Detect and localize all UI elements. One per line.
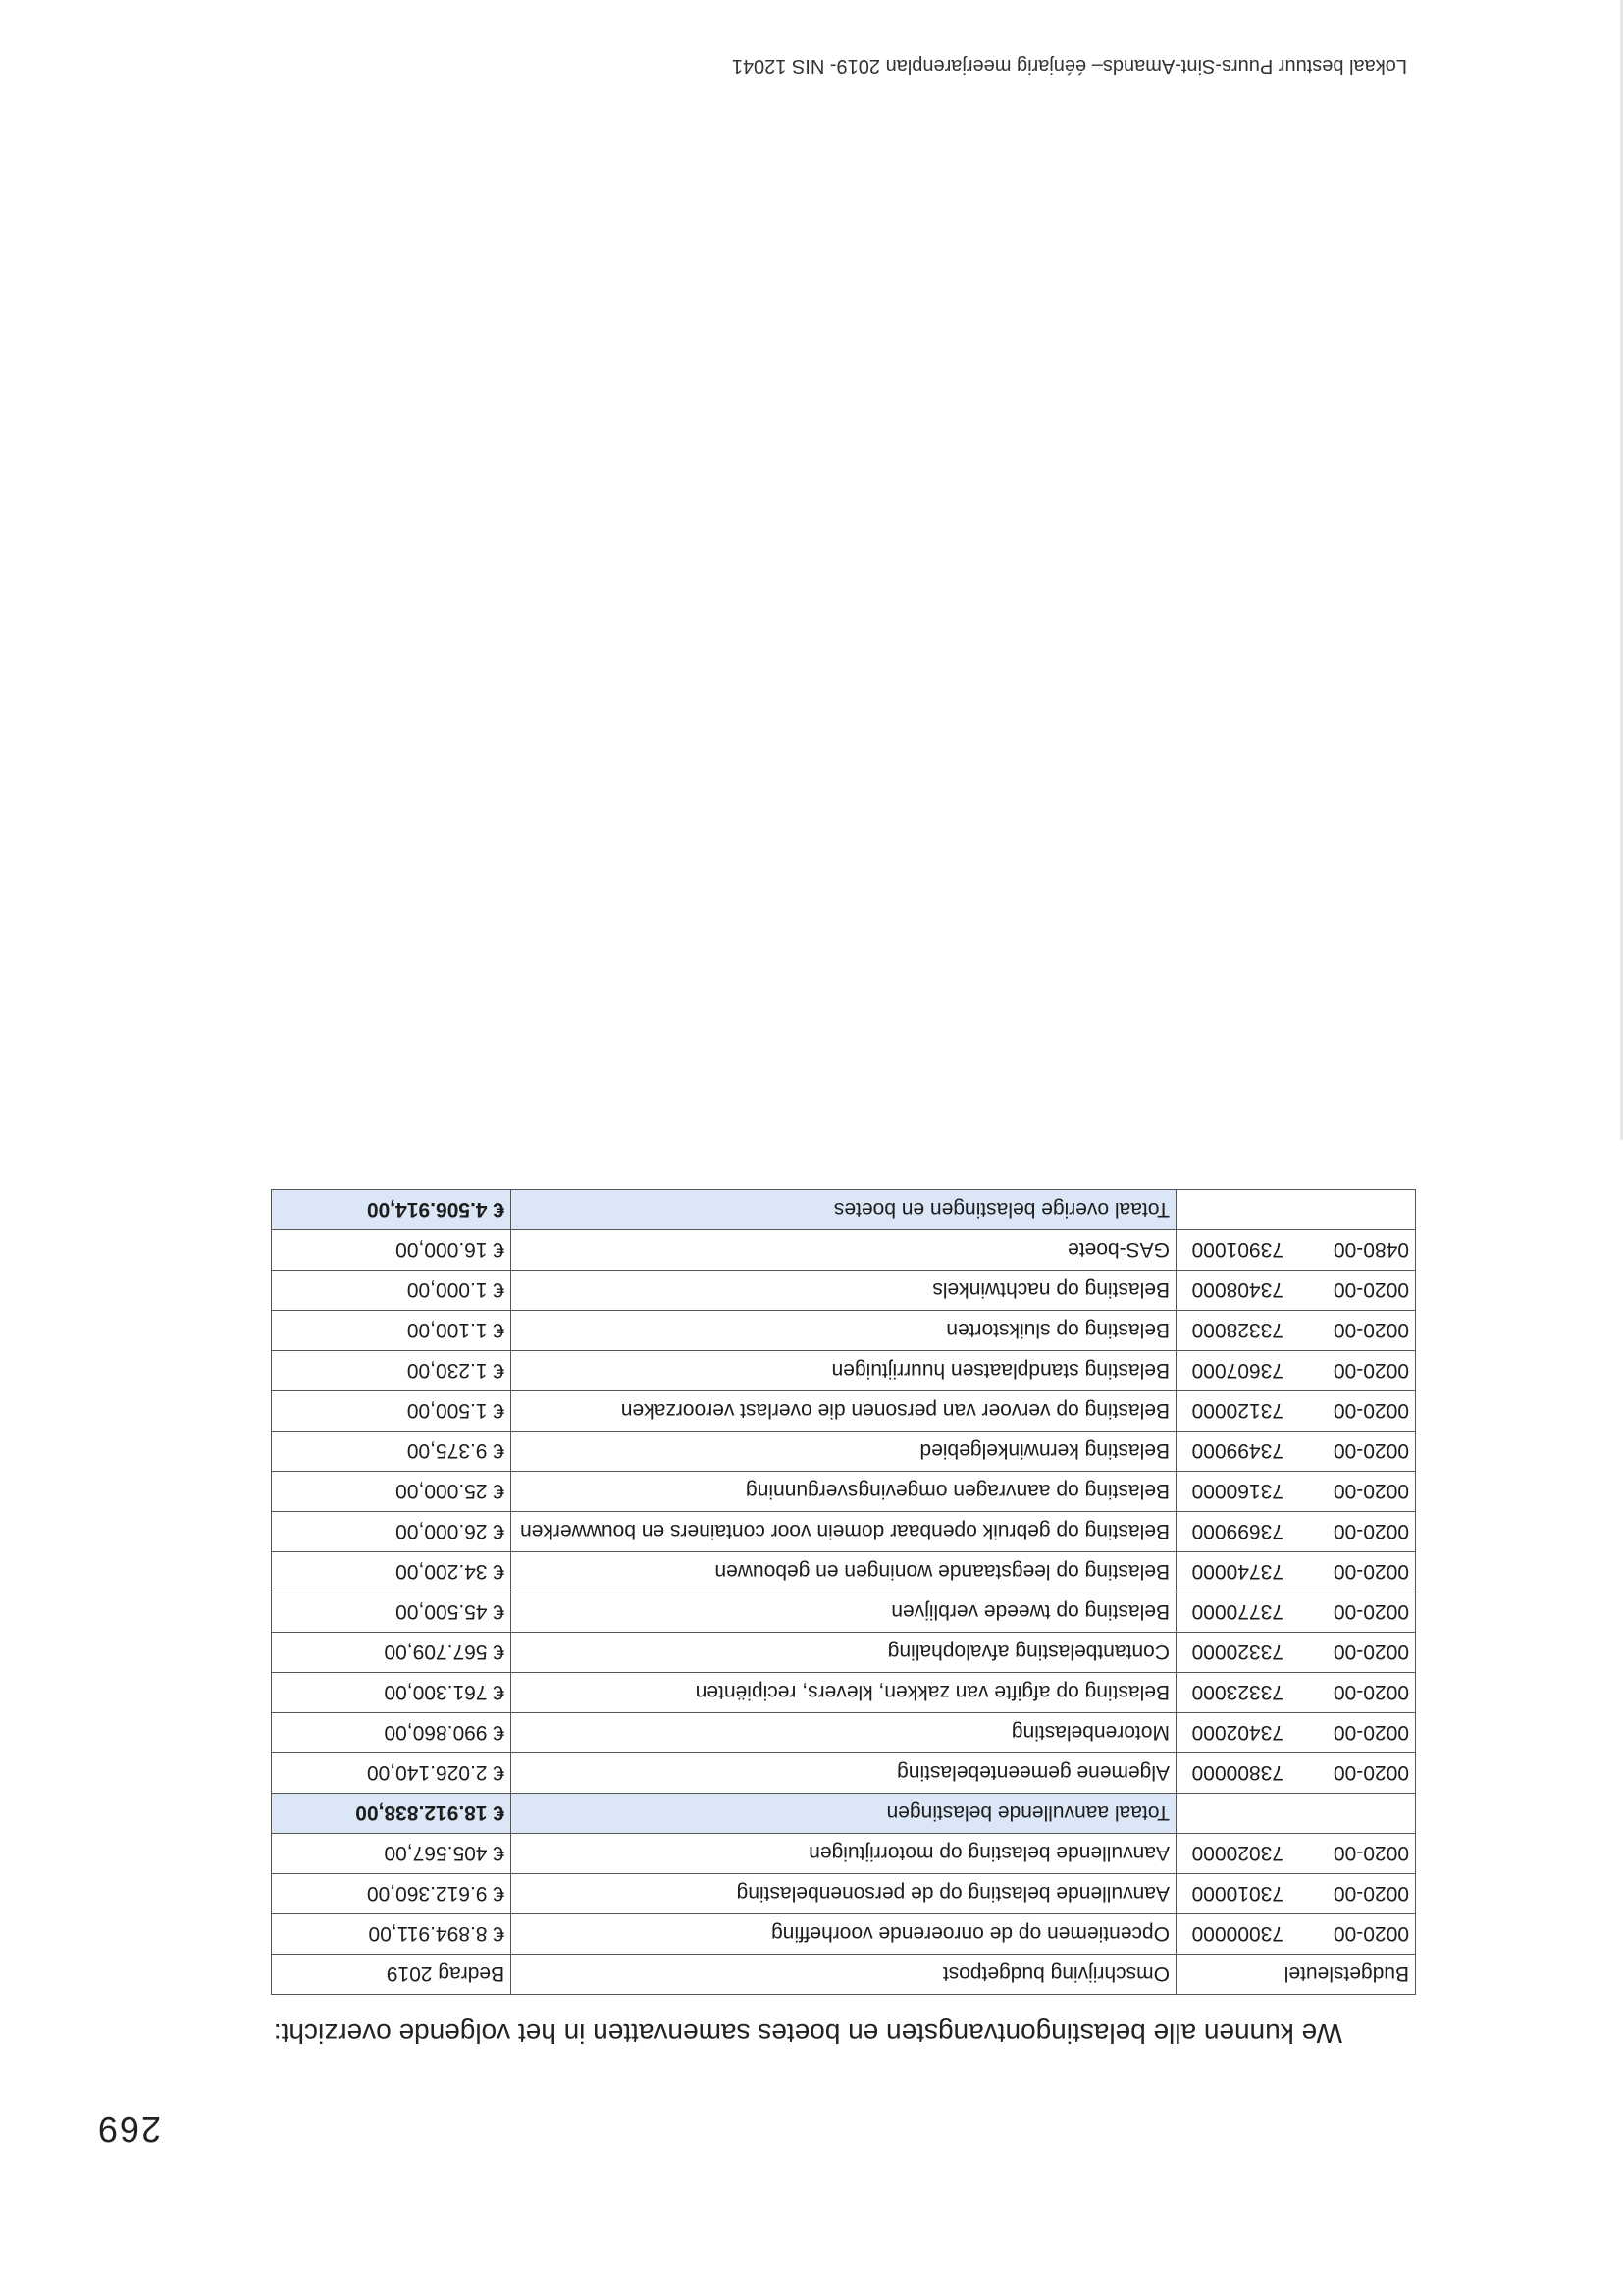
budget-key-cell [1176, 1271, 1415, 1311]
budget-key-cell [1176, 1753, 1415, 1794]
budget-key-code: 0020-00 [1333, 1641, 1409, 1663]
table-row [272, 1271, 1416, 1311]
amount-cell: € 567.709,00 [272, 1633, 511, 1673]
description-cell: Belasting kernwinkelgebied [511, 1432, 1177, 1472]
budget-key-account: 73120000 [1191, 1399, 1283, 1422]
table-body-overig [272, 1230, 1416, 1794]
amount-cell: € 16.000,00 [272, 1230, 511, 1271]
budget-key-code: 0020-00 [1333, 1842, 1409, 1864]
table-row [272, 1512, 1416, 1552]
budget-key-cell [1176, 1230, 1415, 1271]
budget-key-code: 0020-00 [1333, 1761, 1409, 1784]
table-row [272, 1552, 1416, 1592]
description-cell: Belasting op aanvragen omgevingsvergunning [511, 1472, 1177, 1512]
budget-key-cell [1176, 1914, 1415, 1955]
total-amount: € 4.506.914,00 [272, 1190, 511, 1230]
table-row [272, 1834, 1416, 1874]
amount-cell: € 26.000,00 [272, 1512, 511, 1552]
budget-key-account: 73402000 [1191, 1721, 1283, 1744]
budget-key-account: 73010000 [1191, 1882, 1283, 1905]
budget-key-account: 73000000 [1191, 1922, 1283, 1945]
table-row [272, 1673, 1416, 1713]
budget-key-code: 0020-00 [1333, 1439, 1409, 1462]
amount-cell: € 405.567,00 [272, 1834, 511, 1874]
budget-key-cell [1176, 1713, 1415, 1753]
total-label: Totaal aanvullende belastingen [511, 1794, 1177, 1834]
budget-key-cell [1176, 1432, 1415, 1472]
amount-cell: € 25.000,00 [272, 1472, 511, 1512]
budget-key-code: 0020-00 [1333, 1278, 1409, 1301]
description-cell: Aanvullende belasting op motorrijtuigen [511, 1834, 1177, 1874]
budget-key-code: 0020-00 [1333, 1520, 1409, 1542]
total-empty-cell [1176, 1794, 1415, 1834]
header-budgetsleutel: Budgetsleutel [1176, 1955, 1415, 1995]
description-cell: Opcentiemen op de onroerende voorheffing [511, 1914, 1177, 1955]
budget-key-code: 0020-00 [1333, 1681, 1409, 1703]
budget-key-account: 73408000 [1191, 1278, 1283, 1301]
budget-key-account: 73323000 [1191, 1681, 1283, 1703]
budget-key-cell [1176, 1874, 1415, 1914]
description-cell: Belasting op leegstaande woningen en gebouwen [511, 1552, 1177, 1592]
budget-key-cell [1176, 1391, 1415, 1432]
description-cell: Motorenbelasting [511, 1713, 1177, 1753]
table-row [272, 1351, 1416, 1391]
amount-cell: € 1.230,00 [272, 1351, 511, 1391]
budget-key-account: 73699000 [1191, 1520, 1283, 1542]
table-row [272, 1432, 1416, 1472]
budget-key-account: 73160000 [1191, 1480, 1283, 1502]
table-body-aanvullend [272, 1834, 1416, 1955]
table-row [272, 1592, 1416, 1633]
budget-key-code: 0020-00 [1333, 1480, 1409, 1502]
table-total-aanvullend [272, 1794, 1416, 1834]
intro-text: We kunnen alle belastingontvangsten en boetes samenvatten in het volgende overzicht: [273, 2018, 1342, 2049]
budget-key-code: 0020-00 [1333, 1922, 1409, 1945]
total-label: Totaal overige belastingen en boetes [511, 1190, 1177, 1230]
total-empty-cell [1176, 1190, 1415, 1230]
description-cell: Contantbelasting afvalophaling [511, 1633, 1177, 1673]
budget-key-cell [1176, 1834, 1415, 1874]
budget-key-account: 73607000 [1191, 1359, 1283, 1382]
table-row [272, 1230, 1416, 1271]
budget-key-cell [1176, 1311, 1415, 1351]
amount-cell: € 761.300,00 [272, 1673, 511, 1713]
description-cell: Belasting op afgifte van zakken, klevers, recipiënten [511, 1673, 1177, 1713]
amount-cell: € 9.375,00 [272, 1432, 511, 1472]
description-cell: Belasting standplaatsen huurrijtuigen [511, 1351, 1177, 1391]
budget-key-code: 0020-00 [1333, 1560, 1409, 1583]
budget-key-cell [1176, 1512, 1415, 1552]
total-amount: € 18.912.838,00 [272, 1794, 511, 1834]
budget-key-account: 73328000 [1191, 1319, 1283, 1341]
amount-cell: € 9.612.360,00 [272, 1874, 511, 1914]
budget-key-cell [1176, 1673, 1415, 1713]
header-bedrag: Bedrag 2019 [272, 1955, 511, 1995]
amount-cell: € 1.000,00 [272, 1271, 511, 1311]
description-cell: Algemene gemeentebelasting [511, 1753, 1177, 1794]
page-footer: Lokaal bestuur Puurs-Sint-Amands– éénjarig meerjarenplan 2019- NIS 12041 [731, 55, 1407, 77]
budget-key-account: 73800000 [1191, 1761, 1283, 1784]
table-row [272, 1914, 1416, 1955]
amount-cell: € 2.026.140,00 [272, 1753, 511, 1794]
description-cell: Belasting op gebruik openbaar domein voor containers en bouwwerken [511, 1512, 1177, 1552]
amount-cell: € 990.860,00 [272, 1713, 511, 1753]
amount-cell: € 8.894.911,00 [272, 1914, 511, 1955]
description-cell: Belasting op sluikstorten [511, 1311, 1177, 1351]
budget-key-code: 0020-00 [1333, 1319, 1409, 1341]
budget-key-code: 0020-00 [1333, 1399, 1409, 1422]
budget-key-code: 0020-00 [1333, 1882, 1409, 1905]
budget-table [271, 1189, 1416, 1995]
table-row [272, 1713, 1416, 1753]
description-cell: Belasting op vervoer van personen die overlast veroorzaken [511, 1391, 1177, 1432]
budget-key-cell [1176, 1351, 1415, 1391]
budget-key-account: 73740000 [1191, 1560, 1283, 1583]
amount-cell: € 1.500,00 [272, 1391, 511, 1432]
budget-key-account: 73020000 [1191, 1842, 1283, 1864]
budget-key-account: 73770000 [1191, 1600, 1283, 1623]
table-row [272, 1633, 1416, 1673]
table-total-overig [272, 1190, 1416, 1230]
total-row-aanvullend [272, 1794, 1416, 1834]
page-number: 269 [95, 2110, 161, 2150]
table-row [272, 1391, 1416, 1432]
table-row [272, 1311, 1416, 1351]
budget-key-code: 0020-00 [1333, 1721, 1409, 1744]
table-row [272, 1874, 1416, 1914]
budget-key-cell [1176, 1552, 1415, 1592]
amount-cell: € 1.100,00 [272, 1311, 511, 1351]
budget-key-cell [1176, 1633, 1415, 1673]
budget-key-account: 73320000 [1191, 1641, 1283, 1663]
table-header-row [272, 1955, 1416, 1995]
budget-key-code: 0020-00 [1333, 1359, 1409, 1382]
budget-key-account: 73499000 [1191, 1439, 1283, 1462]
total-row-overig [272, 1190, 1416, 1230]
table-row [272, 1472, 1416, 1512]
description-cell: Belasting op nachtwinkels [511, 1271, 1177, 1311]
budget-key-cell [1176, 1472, 1415, 1512]
budget-key-code: 0020-00 [1333, 1600, 1409, 1623]
budget-key-account: 73901000 [1191, 1238, 1283, 1261]
header-omschrijving: Omschrijving budgetpost [511, 1955, 1177, 1995]
amount-cell: € 45.500,00 [272, 1592, 511, 1633]
description-cell: Belasting op tweede verblijven [511, 1592, 1177, 1633]
description-cell: GAS-boete [511, 1230, 1177, 1271]
description-cell: Aanvullende belasting op de personenbelasting [511, 1874, 1177, 1914]
budget-key-cell [1176, 1592, 1415, 1633]
budget-key-code: 0480-00 [1333, 1238, 1409, 1261]
table-row [272, 1753, 1416, 1794]
amount-cell: € 34.200,00 [272, 1552, 511, 1592]
